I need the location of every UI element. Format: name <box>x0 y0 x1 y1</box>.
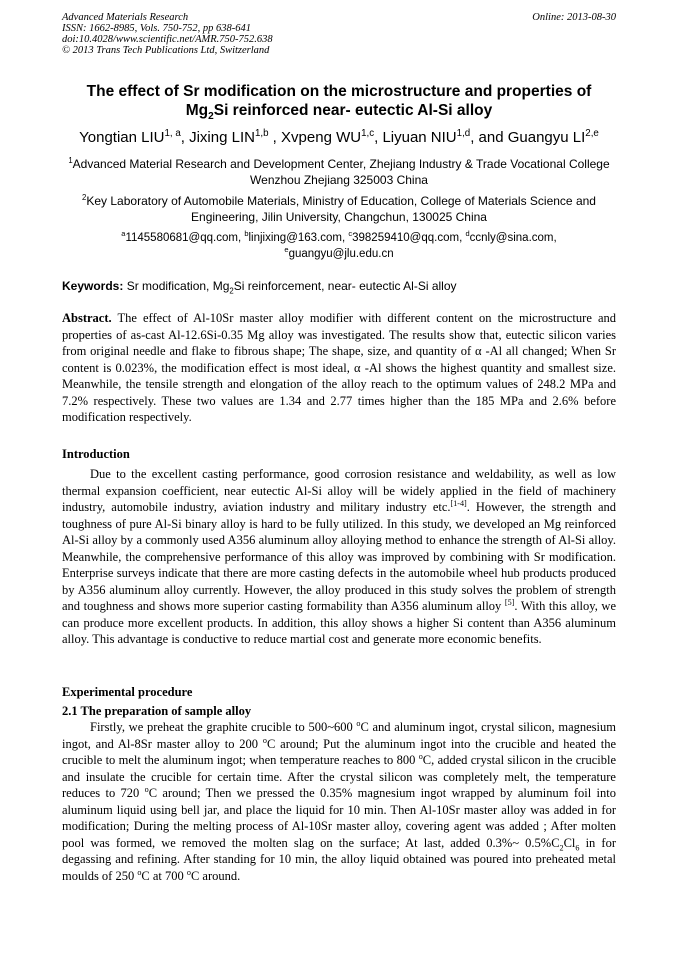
prep-text: Firstly, we preheat the graphite crucible to 500~600 <box>90 720 357 734</box>
email-link[interactable]: 1145580681@qq.com <box>125 232 238 244</box>
email-sep: , <box>553 232 557 244</box>
author-name: Liyuan NIU <box>382 129 457 146</box>
email-mark: b <box>244 229 249 239</box>
affiliation-2 <box>62 193 616 225</box>
prep-text: in for degassing and refining. After standing for 10 min, the alloy liquid obtained was poured into preheated metal moulds of 250 <box>62 835 616 883</box>
experimental-heading: Experimental procedure <box>62 685 193 699</box>
author <box>382 129 507 146</box>
author-name: Yongtian LIU <box>79 129 165 146</box>
degree-mark: o <box>418 751 423 761</box>
chem-subscript: 2 <box>559 843 564 852</box>
abstract-label: Abstract. <box>62 311 112 325</box>
degree-mark: o <box>356 718 361 728</box>
author-sep: , <box>268 129 282 146</box>
email-link[interactable]: linjixing@163.com <box>248 232 342 244</box>
title-rest: Si reinforced near- eutectic Al-Si alloy <box>213 102 493 119</box>
email-sep: , <box>341 232 349 244</box>
author-sep: , <box>374 129 383 146</box>
online-date: Online: 2013-08-30 <box>532 12 616 23</box>
abstract <box>62 310 616 426</box>
prep-text: C and aluminum ingot, crystal silicon, magnesium ingot, and Al-8Sr master alloy to 200 <box>62 720 616 751</box>
prep-text: C, added crystal silicon in the crucible and insulate the crucible for certain time. After the crystal silicon was completely melt, the temperature reduces to 720 <box>62 753 616 800</box>
email-sep: , <box>237 232 245 244</box>
affil-text: Key Laboratory of Automobile Materials, Ministry of Education, College of Materials Science and Engineering, Jilin University, Changchun, 130025 China <box>86 194 596 224</box>
keywords-subscript: 2 <box>229 286 234 296</box>
email-mark: e <box>284 245 289 255</box>
journal-name: Advanced Materials Research <box>62 12 189 23</box>
abstract-text: The effect of Al-10Sr master alloy modifier with different content on the microstructure and properties of as-cast Al-12.6Si-0.35 Mg alloy was investigated. The results show that, eutectic silicon varies from original needle and flake to fibrous shape; The shape, size, and quantity of α -Al all changed; When Sr content is 0.023%, the modification effect is most ideal, α -Al shows the highest quantity and smallest size. Meanwhile, the tensile strength and elongation of the alloy reach to the optimum values of 248.2 MPa and 7.2% respectively. These two values are 1.34 and 2.77 times higher than the 185 MPa and 2.6% before modification respectively. <box>62 311 616 424</box>
title-line-1: The effect of Sr modification on the microstructure and properties of <box>86 83 592 100</box>
author-list <box>62 129 616 147</box>
degree-mark: o <box>137 867 142 877</box>
degree-mark: o <box>144 784 149 794</box>
keywords-text: Sr modification, Mg <box>123 279 230 293</box>
intro-text: Due to the excellent casting performance, good corrosion resistance and weldability, as well as low thermal expansion coefficient, near eutectic Al-Si alloy will be widely applied in the field of machinery industry, automobile industry, aviation industry and military industry etc. <box>62 467 616 514</box>
affil-text: Advanced Material Research and Development Center, Zhejiang Industry & Trade Vocational College Wenzhou Zhejiang 325003 China <box>72 157 610 187</box>
prep-text: C at 700 <box>141 868 187 883</box>
author <box>281 129 382 146</box>
author-affil-mark: 1, a <box>164 128 181 139</box>
author <box>79 129 189 146</box>
degree-mark: o <box>186 867 191 877</box>
email-sep: , <box>459 232 466 244</box>
prep-text: C around; Put the aluminum ingot into the crucible and heated the crucible to melt the aluminum ingot; when temperature reaches to 800 <box>62 736 616 767</box>
title-line-2 <box>62 101 616 123</box>
chem-subscript: 6 <box>575 843 580 852</box>
author-name: Xvpeng WU <box>281 129 362 146</box>
keywords-label: Keywords: <box>62 279 124 293</box>
author-sep: , and <box>470 129 508 146</box>
intro-text: . With this alloy, we can produce more excellent products. In addition, this alloy shows a higher Si content than A356 aluminum alloy. This advantage is conductive to reduce martial cost and generate more economic benefits. <box>62 599 616 646</box>
affil-mark: 1 <box>68 156 73 165</box>
author <box>508 129 599 146</box>
email-list <box>62 230 616 262</box>
affil-mark: 2 <box>82 193 87 202</box>
email-link[interactable]: guangyu@jlu.edu.cn <box>288 248 394 260</box>
keywords <box>62 278 616 294</box>
email-link[interactable]: 398259410@qq.com <box>352 232 460 244</box>
subsection-heading: 2.1 The preparation of sample alloy <box>62 704 252 718</box>
paper-title <box>62 82 616 123</box>
doi-line[interactable]: doi:10.4028/www.scientific.net/AMR.750-752.638 <box>62 34 273 45</box>
introduction-paragraph <box>62 466 616 648</box>
email-link[interactable]: ccnly@sina.com <box>469 232 554 244</box>
copyright-line: © 2013 Trans Tech Publications Ltd, Switzerland <box>62 45 270 56</box>
author-name: Guangyu LI <box>507 129 586 146</box>
intro-text: . However, the strength and toughness of pure Al-Si binary alloy is hard to be fully utilized. In this study, we developed an Mg reinforced Al-Si alloy by a commonly used A356 aluminum alloy alloying method to enhance the strength of Al-Si alloy. Meanwhile, the comprehensive performance of this alloy was improved by combining with Sr modification. Enterprise surveys indicate that there are more casting defects in the automobile wheel hub products produced by A356 aluminum alloy currently. However, the alloy produced in this study solves the problem of strength and toughness and shows more superior casting formability than A356 aluminum alloy <box>62 500 616 613</box>
author-sep: , <box>180 129 190 146</box>
chem-text: Cl <box>563 835 576 850</box>
journal-header <box>62 12 616 56</box>
title-subscript: 2 <box>208 111 214 123</box>
affiliation-1 <box>62 156 616 188</box>
email-mark: d <box>465 229 470 239</box>
author-affil-mark: 1,d <box>456 128 471 139</box>
author <box>189 129 281 146</box>
author-affil-mark: 2,e <box>585 128 599 139</box>
introduction-heading: Introduction <box>62 447 130 461</box>
author-affil-mark: 1,b <box>254 128 269 139</box>
issn-line: ISSN: 1662-8985, Vols. 750-752, pp 638-641 <box>62 23 251 34</box>
citation-ref[interactable]: [5] <box>504 597 515 607</box>
author-name: Jixing LIN <box>189 129 255 146</box>
keywords-text-rest: Si reinforcement, near- eutectic Al-Si alloy <box>233 279 457 293</box>
prep-text: C around. <box>190 868 241 883</box>
email-mark: a <box>121 229 126 239</box>
title-mg: Mg <box>185 102 209 119</box>
degree-mark: o <box>262 735 267 745</box>
prep-text: C around; Then we pressed the 0.35% magnesium ingot wrapped by aluminum foil into aluminum liquid using bell jar, and place the liquid for 10 min. Then Al-10Sr master alloy was added in for modification; During the melting process of Al-10Sr master alloy, covering agent was added ; After molten pool was formed, we removed the molten slag on the surface; At last, added 0.3%~ 0.5%C <box>62 786 616 850</box>
author-affil-mark: 1,c <box>361 128 375 139</box>
email-mark: c <box>348 229 353 239</box>
citation-ref[interactable]: [1-4] <box>450 498 467 508</box>
preparation-paragraph <box>62 719 616 884</box>
